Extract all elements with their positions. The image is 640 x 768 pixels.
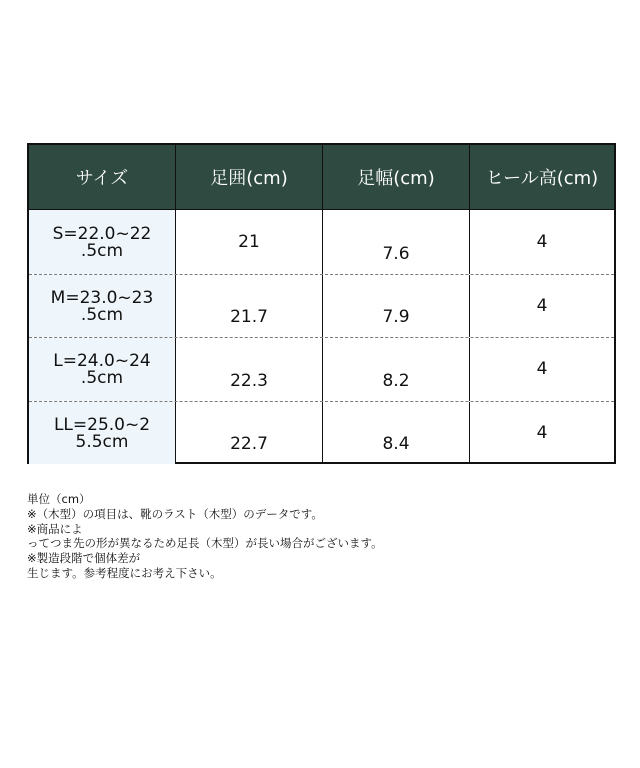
girth-cell: 21 bbox=[175, 210, 322, 274]
size-notes bbox=[27, 492, 587, 581]
size-range: M=23.0~23 bbox=[50, 287, 154, 308]
table-body bbox=[29, 210, 614, 462]
product-note-cont: ってつま先の形が異なるため足長（木型）が長い場合がございます。 bbox=[27, 536, 383, 551]
size-range-cont: 5.5cm bbox=[75, 431, 129, 452]
header-heel-height: ヒール高(cm) bbox=[469, 145, 614, 209]
size-range-cont: .5cm bbox=[80, 368, 124, 389]
product-note: ※商品によ bbox=[27, 521, 83, 536]
girth-cell: 22.3 bbox=[175, 338, 322, 401]
heel-cell: 4 bbox=[469, 402, 614, 465]
size-range: L=24.0~24 bbox=[53, 351, 151, 372]
size-table bbox=[27, 143, 616, 464]
header-foot-width: 足幅(cm) bbox=[322, 145, 469, 209]
girth-cell: 21.7 bbox=[175, 275, 322, 338]
size-cell bbox=[29, 338, 175, 401]
table-row bbox=[29, 210, 614, 274]
table-row bbox=[29, 274, 614, 338]
width-cell: 8.4 bbox=[322, 402, 469, 465]
heel-cell: 4 bbox=[469, 338, 614, 401]
table-row bbox=[29, 401, 614, 465]
size-range: S=22.0~22 bbox=[52, 223, 152, 244]
heel-cell: 4 bbox=[469, 210, 614, 274]
girth-cell: 22.7 bbox=[175, 402, 322, 465]
header-size: サイズ bbox=[75, 168, 129, 189]
width-cell: 8.2 bbox=[322, 338, 469, 401]
size-range-cont: .5cm bbox=[80, 240, 124, 261]
heel-cell: 4 bbox=[469, 275, 614, 338]
table-header bbox=[29, 145, 614, 210]
width-cell: 7.9 bbox=[322, 275, 469, 338]
size-cell bbox=[29, 210, 175, 274]
size-range-cont: .5cm bbox=[80, 304, 124, 325]
unit-note: 単位（cm） bbox=[27, 492, 91, 506]
size-range: LL=25.0~2 bbox=[53, 414, 151, 435]
size-cell bbox=[29, 275, 175, 338]
size-cell bbox=[29, 402, 175, 465]
last-note: ※（木型）の項目は、靴のラスト（木型）のデータです。 bbox=[27, 506, 323, 521]
manufacturing-note: ※製造段階で個体差が bbox=[27, 551, 141, 566]
header-foot-girth: 足囲(cm) bbox=[175, 145, 322, 209]
manufacturing-note-cont: 生じます。参考程度にお考え下さい。 bbox=[27, 565, 222, 580]
width-cell: 7.6 bbox=[322, 210, 469, 274]
table-row bbox=[29, 337, 614, 401]
